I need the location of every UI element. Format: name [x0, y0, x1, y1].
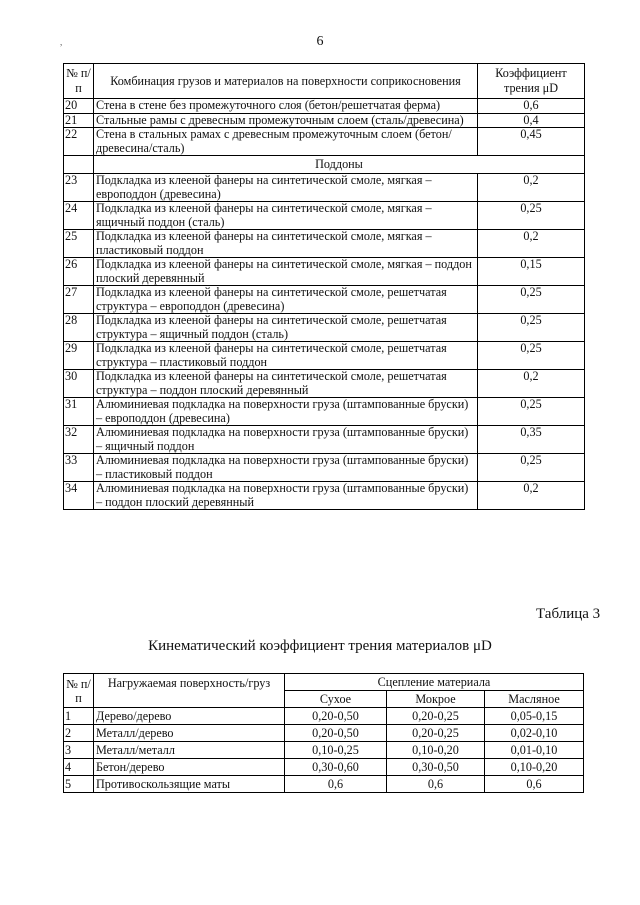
row-number: 23: [64, 174, 94, 202]
table-row: [64, 99, 585, 114]
row-number: 28: [64, 314, 94, 342]
row-surface: Металл/металл: [94, 742, 285, 759]
row-coefficient: 0,15: [478, 258, 585, 286]
row-wet: 0,6: [387, 776, 485, 793]
row-wet: 0,20-0,25: [387, 725, 485, 742]
row-oily: 0,01-0,10: [485, 742, 584, 759]
kinematic-friction-table: [63, 673, 584, 793]
row-coefficient: 0,25: [478, 286, 585, 314]
row-oily: 0,02-0,10: [485, 725, 584, 742]
row-dry: 0,30-0,60: [285, 759, 387, 776]
table-row: [64, 128, 585, 156]
row-description: Подкладка из клееной фанеры на синтетической смоле, мягкая – ящичный поддон (сталь): [94, 202, 478, 230]
table-row: [64, 342, 585, 370]
row-coefficient: 0,25: [478, 398, 585, 426]
row-coefficient: 0,25: [478, 454, 585, 482]
table-row: [64, 725, 584, 742]
section-row: [64, 156, 585, 174]
row-coefficient: 0,2: [478, 230, 585, 258]
row-number: 3: [64, 742, 94, 759]
section-spacer: [64, 156, 94, 174]
row-coefficient: 0,6: [478, 99, 585, 114]
row-number: 26: [64, 258, 94, 286]
row-dry: 0,10-0,25: [285, 742, 387, 759]
header-combination: Комбинация грузов и материалов на поверхности соприкосновения: [94, 64, 478, 99]
header-wet: Мокрое: [387, 691, 485, 708]
table-row: [64, 482, 585, 510]
row-coefficient: 0,35: [478, 426, 585, 454]
row-description: Подкладка из клееной фанеры на синтетической смоле, мягкая – пластиковый поддон: [94, 230, 478, 258]
row-dry: 0,6: [285, 776, 387, 793]
row-wet: 0,30-0,50: [387, 759, 485, 776]
table-row: [64, 454, 585, 482]
table-row: [64, 742, 584, 759]
row-description: Подкладка из клееной фанеры на синтетической смоле, решетчатая структура – поддон плоский деревянный: [94, 370, 478, 398]
row-number: 31: [64, 398, 94, 426]
row-number: 29: [64, 342, 94, 370]
row-description: Алюминиевая подкладка на поверхности груза (штампованные бруски) – пластиковый поддон: [94, 454, 478, 482]
row-description: Подкладка из клееной фанеры на синтетической смоле, решетчатая структура – пластиковый поддон: [94, 342, 478, 370]
row-number: 5: [64, 776, 94, 793]
row-coefficient: 0,25: [478, 314, 585, 342]
header-grip: Сцепление материала: [285, 674, 584, 691]
row-number: 2: [64, 725, 94, 742]
row-number: 1: [64, 708, 94, 725]
table-row: [64, 314, 585, 342]
table-row: [64, 286, 585, 314]
row-number: 27: [64, 286, 94, 314]
row-description: Стальные рамы с древесным промежуточным слоем (сталь/древесина): [94, 113, 478, 128]
row-wet: 0,10-0,20: [387, 742, 485, 759]
row-surface: Металл/дерево: [94, 725, 285, 742]
table-header-row: [64, 64, 585, 99]
row-coefficient: 0,2: [478, 370, 585, 398]
row-description: Алюминиевая подкладка на поверхности груза (штампованные бруски) – ящичный поддон: [94, 426, 478, 454]
row-number: 22: [64, 128, 94, 156]
row-wet: 0,20-0,25: [387, 708, 485, 725]
row-surface: Бетон/дерево: [94, 759, 285, 776]
row-description: Подкладка из клееной фанеры на синтетической смоле, решетчатая структура – ящичный поддон (сталь): [94, 314, 478, 342]
row-description: Подкладка из клееной фанеры на синтетической смоле, мягкая – поддон плоский деревянный: [94, 258, 478, 286]
row-oily: 0,10-0,20: [485, 759, 584, 776]
row-dry: 0,20-0,50: [285, 725, 387, 742]
scan-mark: ,: [60, 37, 63, 47]
table-row: [64, 202, 585, 230]
section-label: Поддоны: [94, 156, 585, 174]
table-header-row: [64, 674, 584, 691]
header-oily: Масляное: [485, 691, 584, 708]
row-dry: 0,20-0,50: [285, 708, 387, 725]
table-row: [64, 113, 585, 128]
row-number: 4: [64, 759, 94, 776]
row-description: Стена в стальных рамах с древесным промежуточным слоем (бетон/древесина/сталь): [94, 128, 478, 156]
row-coefficient: 0,25: [478, 342, 585, 370]
table-row: [64, 370, 585, 398]
row-surface: Дерево/дерево: [94, 708, 285, 725]
table-row: [64, 776, 584, 793]
table-title: Кинематический коэффициент трения материалов μD: [148, 638, 492, 654]
row-number: 34: [64, 482, 94, 510]
table-row: [64, 230, 585, 258]
row-coefficient: 0,25: [478, 202, 585, 230]
table-row: [64, 426, 585, 454]
row-number: 21: [64, 113, 94, 128]
row-description: Алюминиевая подкладка на поверхности груза (штампованные бруски) – европоддон (древесина): [94, 398, 478, 426]
row-number: 33: [64, 454, 94, 482]
row-description: Алюминиевая подкладка на поверхности груза (штампованные бруски) – поддон плоский деревянный: [94, 482, 478, 510]
table-row: [64, 398, 585, 426]
row-surface: Противоскользящие маты: [94, 776, 285, 793]
header-num: № п/п: [64, 64, 94, 99]
friction-table-continued: [63, 63, 585, 510]
row-coefficient: 0,2: [478, 482, 585, 510]
table-row: [64, 759, 584, 776]
table-row: [64, 174, 585, 202]
row-description: Подкладка из клееной фанеры на синтетической смоле, решетчатая структура – европоддон (древесина): [94, 286, 478, 314]
table-caption-label: Таблица 3: [536, 606, 601, 622]
header-coefficient: Коэффициент трения μD: [478, 64, 585, 99]
row-oily: 0,6: [485, 776, 584, 793]
row-number: 32: [64, 426, 94, 454]
page-number: 6: [316, 34, 324, 49]
row-coefficient: 0,4: [478, 113, 585, 128]
header-surface: Нагружаемая поверхность/груз: [94, 674, 285, 708]
table-row: [64, 708, 584, 725]
table-row: [64, 258, 585, 286]
row-coefficient: 0,2: [478, 174, 585, 202]
header-dry: Сухое: [285, 691, 387, 708]
row-number: 25: [64, 230, 94, 258]
header-num: № п/п: [64, 674, 94, 708]
row-oily: 0,05-0,15: [485, 708, 584, 725]
row-number: 30: [64, 370, 94, 398]
row-description: Подкладка из клееной фанеры на синтетической смоле, мягкая – европоддон (древесина): [94, 174, 478, 202]
row-number: 20: [64, 99, 94, 114]
row-description: Стена в стене без промежуточного слоя (бетон/решетчатая ферма): [94, 99, 478, 114]
row-number: 24: [64, 202, 94, 230]
row-coefficient: 0,45: [478, 128, 585, 156]
